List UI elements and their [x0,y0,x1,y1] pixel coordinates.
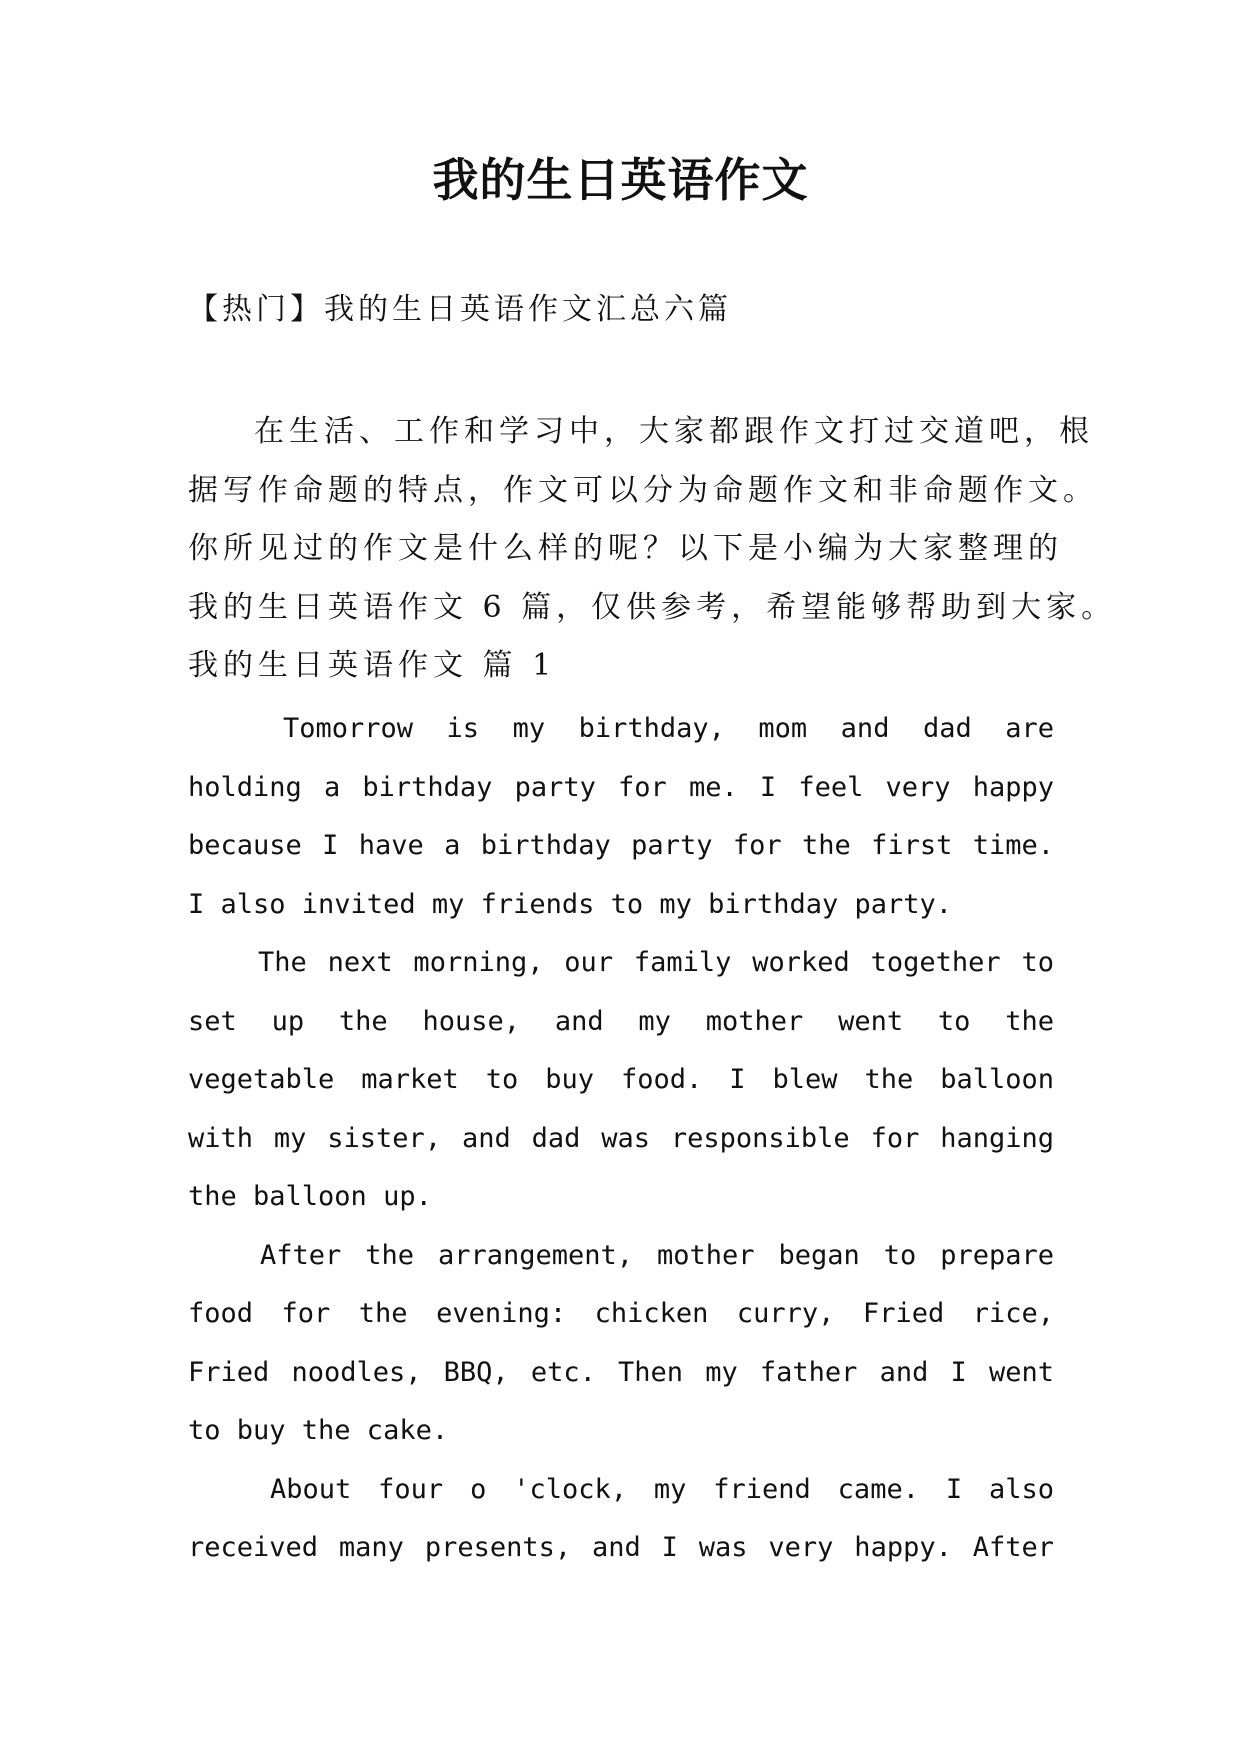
essay-line: because I have a birthday party for the first time. [188,830,1054,861]
essay-paragraph [188,700,1054,934]
essay-paragraph [188,934,1054,1227]
essay-line: received many presents, and I was very happy. After [188,1532,1054,1563]
essay-line: with my sister, and dad was responsible for hanging [188,1122,1054,1154]
intro-line: 我的生日英语作文 6 篇，仅供参考，希望能够帮助到大家。 [188,589,1117,625]
essay-paragraph [188,1461,1054,1578]
intro-line: 你所见过的作文是什么样的呢？以下是小编为大家整理的 [188,531,1063,566]
essay-line: vegetable market to buy food. I blew the balloon [188,1064,1054,1095]
intro-paragraph [188,403,1117,696]
essay-line: Tomorrow is my birthday, mom and dad are [283,713,1054,744]
essay-paragraph [188,1227,1054,1461]
essay-line: After the arrangement, mother began to prepare [260,1239,1054,1271]
essay-line: I also invited my friends to my birthday party. [188,888,953,920]
intro-line: 在生活、工作和学习中，大家都跟作文打过交道吧，根 [254,414,1094,449]
essay-line: set up the house, and my mother went to the [188,1005,1054,1037]
essay-line: holding a birthday party for me. I feel very happy [188,771,1054,803]
essay-line: About four o 'clock, my friend came. I also [270,1473,1054,1505]
essay-line: Fried noodles, BBQ, etc. Then my father and I went [188,1356,1054,1388]
document-subtitle: 【热门】我的生日英语作文汇总六篇 [188,292,732,327]
essay-line: The next morning, our family worked together to [258,947,1054,978]
essay-line: the balloon up. [188,1181,432,1212]
essay-line: food for the evening: chicken curry, Fried rice, [188,1298,1054,1329]
intro-line: 据写作命题的特点，作文可以分为命题作文和非命题作文。 [188,472,1098,508]
essay-body [188,700,1054,1578]
essay-heading: 我的生日英语作文 篇 1 [188,648,557,683]
essay-line: to buy the cake. [188,1415,449,1446]
document-title: 我的生日英语作文 [432,153,809,207]
